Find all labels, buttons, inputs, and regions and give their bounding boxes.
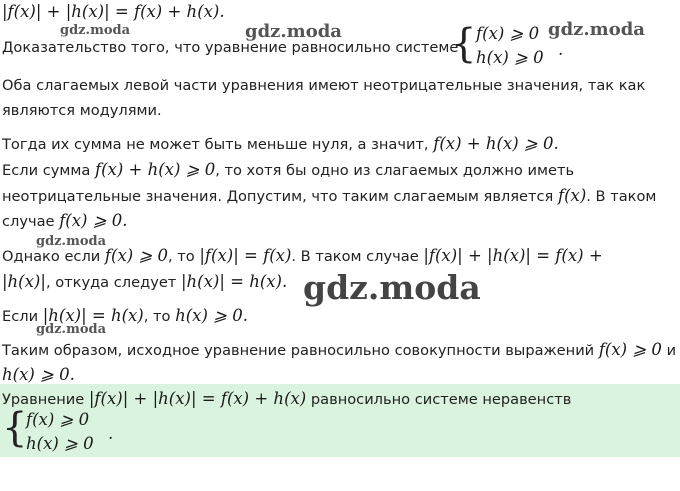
paragraph-if-sum-math-c: f(x) ⩾ 0. (59, 211, 128, 230)
paragraph-however-math-d: |h(x)| (2, 272, 46, 291)
paragraph-thus-text-a: Таким образом, исходное уравнение равносильно совокупности выражений (2, 342, 595, 359)
paragraph-nonnegative-line1: Оба слагаемых левой части уравнения имеют неотрицательные значения, так как (2, 77, 646, 94)
watermark: gdz.moda (245, 21, 342, 42)
paragraph-if-sum-line2 (2, 186, 656, 207)
proof-intro-line (2, 38, 458, 58)
paragraph-if-sum-text-d: случае (2, 213, 55, 230)
paragraph-if-sum (2, 160, 574, 181)
paragraph-however-line2 (2, 272, 287, 293)
system-row-1: f(x) ⩾ 0 (476, 24, 540, 43)
paragraph-however-math-e: |h(x)| = h(x). (180, 272, 288, 291)
paragraph-nonnegative-cont (2, 101, 162, 121)
paragraph-if-sum-text-a: Если сумма (2, 162, 91, 179)
paragraph-if-modulus-text-a: Если (2, 308, 39, 325)
watermark: gdz.moda (303, 268, 481, 307)
paragraph-however-text-c: . В таком случае (291, 248, 419, 265)
conclusion-system-row-1: f(x) ⩾ 0 (26, 410, 90, 429)
paragraph-if-sum-math-b: f(x) (557, 186, 587, 205)
paragraph-sum-text: Тогда их сумма не может быть меньше нуля, а значит, (2, 136, 429, 153)
conclusion-system-row-2: h(x) ⩾ 0 (26, 434, 94, 453)
conclusion-line (2, 389, 571, 410)
watermark: gdz.moda (548, 19, 645, 40)
equation-math: |f(x)| + |h(x)| = f(x) + h(x). (2, 2, 225, 21)
paragraph-sum (2, 134, 559, 155)
paragraph-however-text-b: , то (168, 248, 195, 265)
paragraph-if-modulus-math-b: h(x) ⩾ 0. (175, 306, 248, 325)
proof-intro-text: Доказательство того, что уравнение равносильно системе (2, 39, 459, 56)
paragraph-thus-math-a: f(x) ⩾ 0 (598, 340, 662, 359)
paragraph-if-sum-math-a: f(x) + h(x) ⩾ 0 (94, 160, 216, 179)
conclusion-text-b: равносильно системе неравенств (310, 391, 572, 408)
paragraph-if-sum-text-line2: неотрицательные значения. Допустим, что таким слагаемым является (2, 188, 554, 205)
paragraph-however-text-a: Однако если (2, 248, 101, 265)
conclusion-math-a: |f(x)| + |h(x)| = f(x) + h(x) (88, 389, 307, 408)
paragraph-however-math-b: |f(x)| = f(x) (199, 246, 292, 265)
watermark: gdz.moda (36, 234, 107, 249)
paragraph-if-sum-line3 (2, 211, 128, 232)
system-brace: { (451, 21, 477, 67)
paragraph-if-sum-text-c: . В таком (586, 188, 657, 205)
paragraph-thus-line2 (2, 365, 75, 386)
paragraph-thus-text-b: и (666, 342, 677, 359)
paragraph-if-modulus-math-a: |h(x)| = h(x) (42, 306, 144, 325)
conclusion-system-brace: { (2, 405, 28, 451)
conclusion-system-dot: . (108, 424, 114, 443)
watermark: gdz.moda (36, 322, 107, 337)
paragraph-however (2, 246, 603, 267)
conclusion-text-a: Уравнение (2, 391, 85, 408)
paragraph-sum-math: f(x) + h(x) ⩾ 0. (433, 134, 559, 153)
paragraph-thus (2, 340, 676, 361)
paragraph-if-sum-text-b: , то хотя бы одно из слагаемых должно иметь (215, 162, 575, 179)
paragraph-nonnegative-line2: являются модулями. (2, 102, 162, 119)
equation-line (2, 2, 225, 23)
system-row-2: h(x) ⩾ 0 (476, 48, 544, 67)
paragraph-however-math-c: |f(x)| + |h(x)| = f(x) + (423, 246, 603, 265)
paragraph-thus-math-b: h(x) ⩾ 0. (2, 365, 75, 384)
system-dot: . (558, 40, 564, 59)
paragraph-however-text-d: , откуда следует (45, 274, 177, 291)
paragraph-however-math-a: f(x) ⩾ 0 (104, 246, 169, 265)
watermark: gdz.moda (60, 23, 131, 38)
paragraph-if-modulus-text-b: , то (143, 308, 171, 325)
paragraph-nonnegative (2, 76, 645, 96)
